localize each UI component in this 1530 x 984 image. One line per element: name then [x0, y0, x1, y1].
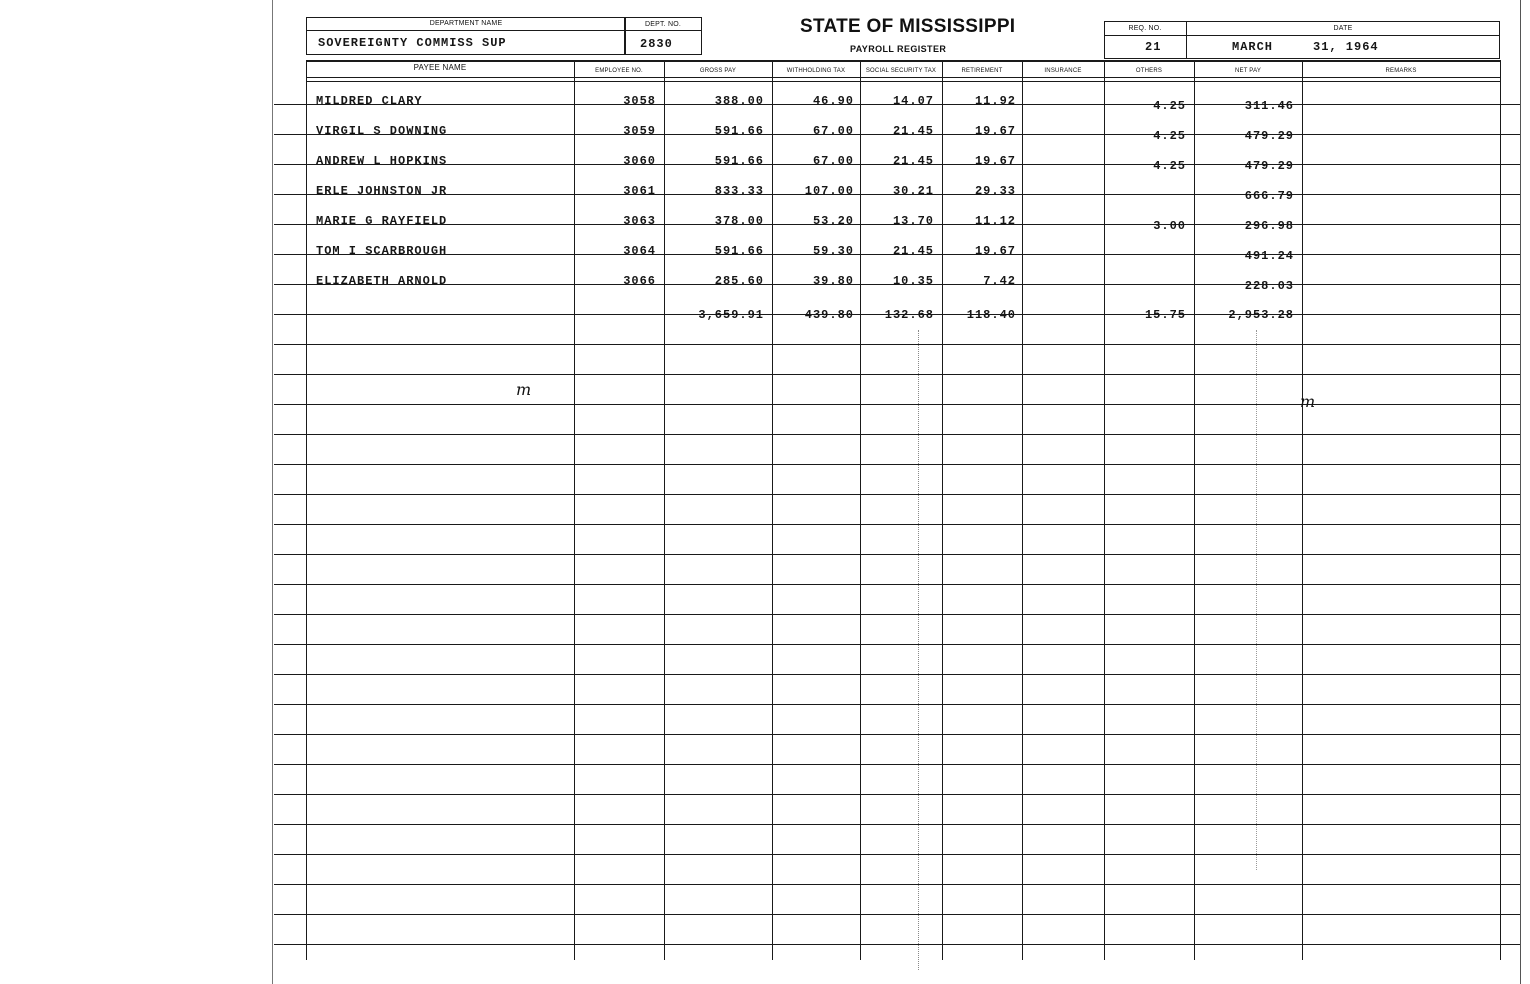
- cell-withholding: 107.00: [804, 184, 854, 198]
- date-day-year: 31, 1964: [1313, 40, 1379, 54]
- table-header-bottom-line: [306, 77, 1500, 78]
- table-row-line: [274, 884, 1520, 885]
- table-row-line: [274, 554, 1520, 555]
- cell-gross: 378.00: [714, 214, 764, 228]
- table-column-line: [942, 60, 943, 960]
- cell-gross: 388.00: [714, 94, 764, 108]
- total-others: 15.75: [1144, 308, 1186, 322]
- cell-others: 3.00: [1153, 219, 1186, 233]
- table-header-double-line: [306, 81, 1500, 82]
- page-title: STATE OF MISSISSIPPI: [800, 16, 1016, 37]
- table-row-line: [274, 404, 1520, 405]
- net-pay-dotted-line: [1256, 330, 1257, 870]
- req-no-label: REQ. NO.: [1128, 25, 1162, 32]
- cell-retirement: 11.12: [974, 214, 1016, 228]
- department-name-label: DEPARTMENT NAME: [429, 20, 503, 27]
- table-row-line: [274, 374, 1520, 375]
- cell-withholding: 46.90: [812, 94, 854, 108]
- table-row-line: [274, 854, 1520, 855]
- cell-gross: 591.66: [714, 244, 764, 258]
- cell-ss: 21.45: [892, 124, 934, 138]
- req-date-label-line: [1104, 35, 1500, 36]
- cell-retirement: 19.67: [974, 154, 1016, 168]
- cell-ss: 14.07: [892, 94, 934, 108]
- left-margin-line: [272, 0, 273, 984]
- table-column-line: [1104, 60, 1105, 960]
- date-month: MARCH: [1232, 40, 1274, 54]
- total-net: 2,953.28: [1228, 308, 1294, 322]
- column-header: GROSS PAY: [699, 68, 737, 74]
- fold-dotted-line: [918, 330, 919, 970]
- table-row-line: [274, 614, 1520, 615]
- table-column-line: [1022, 60, 1023, 960]
- cell-others: 4.25: [1153, 99, 1186, 113]
- cell-withholding: 53.20: [812, 214, 854, 228]
- table-top-line: [306, 60, 1500, 62]
- cell-ss: 21.45: [892, 154, 934, 168]
- column-header: WITHHOLDING TAX: [786, 68, 846, 74]
- total-gross: 3,659.91: [698, 308, 764, 322]
- req-no-value: 21: [1145, 40, 1162, 54]
- total-ss: 132.68: [884, 308, 934, 322]
- cell-emp: 3061: [623, 184, 656, 198]
- total-withholding: 439.80: [804, 308, 854, 322]
- table-column-line: [772, 60, 773, 960]
- cell-ss: 30.21: [892, 184, 934, 198]
- cell-retirement: 7.42: [983, 274, 1016, 288]
- table-row-line: [274, 944, 1520, 945]
- cell-name: ANDREW L HOPKINS: [316, 154, 448, 168]
- column-header: REMARKS: [1385, 68, 1417, 74]
- cell-retirement: 19.67: [974, 244, 1016, 258]
- table-row-line: [274, 434, 1520, 435]
- cell-gross: 285.60: [714, 274, 764, 288]
- cell-withholding: 67.00: [812, 124, 854, 138]
- table-column-line: [306, 60, 307, 960]
- cell-retirement: 11.92: [974, 94, 1016, 108]
- cell-gross: 833.33: [714, 184, 764, 198]
- cell-emp: 3058: [623, 94, 656, 108]
- cell-emp: 3066: [623, 274, 656, 288]
- table-row-line: [274, 764, 1520, 765]
- table-row-line: [274, 734, 1520, 735]
- cell-ss: 21.45: [892, 244, 934, 258]
- cell-others: 4.25: [1153, 159, 1186, 173]
- cell-net: 491.24: [1244, 249, 1294, 263]
- table-column-line: [664, 60, 665, 960]
- cell-withholding: 67.00: [812, 154, 854, 168]
- column-header: INSURANCE: [1044, 68, 1082, 74]
- dept-no-value: 2830: [640, 37, 673, 51]
- column-header: NET PAY: [1234, 68, 1262, 74]
- cell-net: 479.29: [1244, 129, 1294, 143]
- cell-net: 311.46: [1244, 99, 1294, 113]
- page-subtitle: PAYROLL REGISTER: [850, 44, 947, 54]
- table-row-line: [274, 824, 1520, 825]
- cell-net: 296.98: [1244, 219, 1294, 233]
- column-header: OTHERS: [1135, 68, 1163, 74]
- date-label: DATE: [1333, 25, 1353, 32]
- cell-retirement: 19.67: [974, 124, 1016, 138]
- handwritten-mark-left: m: [516, 380, 532, 399]
- table-column-line: [574, 60, 575, 960]
- cell-others: 4.25: [1153, 129, 1186, 143]
- column-header: EMPLOYEE NO.: [595, 68, 643, 74]
- table-column-line: [860, 60, 861, 960]
- table-row-line: [274, 644, 1520, 645]
- column-header: SOCIAL SECURITY TAX: [865, 68, 937, 74]
- table-row-line: [274, 914, 1520, 915]
- cell-ss: 10.35: [892, 274, 934, 288]
- cell-name: ELIZABETH ARNOLD: [316, 274, 448, 288]
- cell-name: MILDRED CLARY: [316, 94, 423, 108]
- cell-name: TOM I SCARBROUGH: [316, 244, 448, 258]
- dept-no-label: DEPT. NO.: [644, 21, 682, 28]
- cell-emp: 3060: [623, 154, 656, 168]
- total-retirement: 118.40: [966, 308, 1016, 322]
- department-name-value: SOVEREIGNTY COMMISS SUP: [318, 36, 507, 50]
- table-row-line: [274, 584, 1520, 585]
- table-row-line: [274, 524, 1520, 525]
- cell-net: 479.29: [1244, 159, 1294, 173]
- cell-net: 666.79: [1244, 189, 1294, 203]
- cell-net: 228.03: [1244, 279, 1294, 293]
- cell-ss: 13.70: [892, 214, 934, 228]
- handwritten-mark-right: m: [1300, 392, 1316, 411]
- table-row-line: [274, 704, 1520, 705]
- cell-withholding: 59.30: [812, 244, 854, 258]
- table-row-line: [274, 794, 1520, 795]
- cell-name: ERLE JOHNSTON JR: [316, 184, 448, 198]
- cell-emp: 3064: [623, 244, 656, 258]
- cell-withholding: 39.80: [812, 274, 854, 288]
- table-column-line: [1302, 60, 1303, 960]
- cell-emp: 3063: [623, 214, 656, 228]
- right-margin-line: [1520, 0, 1521, 984]
- column-header: PAYEE NAME: [413, 63, 467, 72]
- cell-retirement: 29.33: [974, 184, 1016, 198]
- cell-name: MARIE G RAYFIELD: [316, 214, 448, 228]
- table-row-line: [274, 464, 1520, 465]
- table-row-line: [274, 674, 1520, 675]
- column-header: RETIREMENT: [961, 68, 1003, 74]
- cell-emp: 3059: [623, 124, 656, 138]
- table-row-line: [274, 494, 1520, 495]
- table-row-line: [274, 344, 1520, 345]
- cell-gross: 591.66: [714, 124, 764, 138]
- table-column-line: [1500, 60, 1501, 960]
- cell-name: VIRGIL S DOWNING: [316, 124, 448, 138]
- cell-gross: 591.66: [714, 154, 764, 168]
